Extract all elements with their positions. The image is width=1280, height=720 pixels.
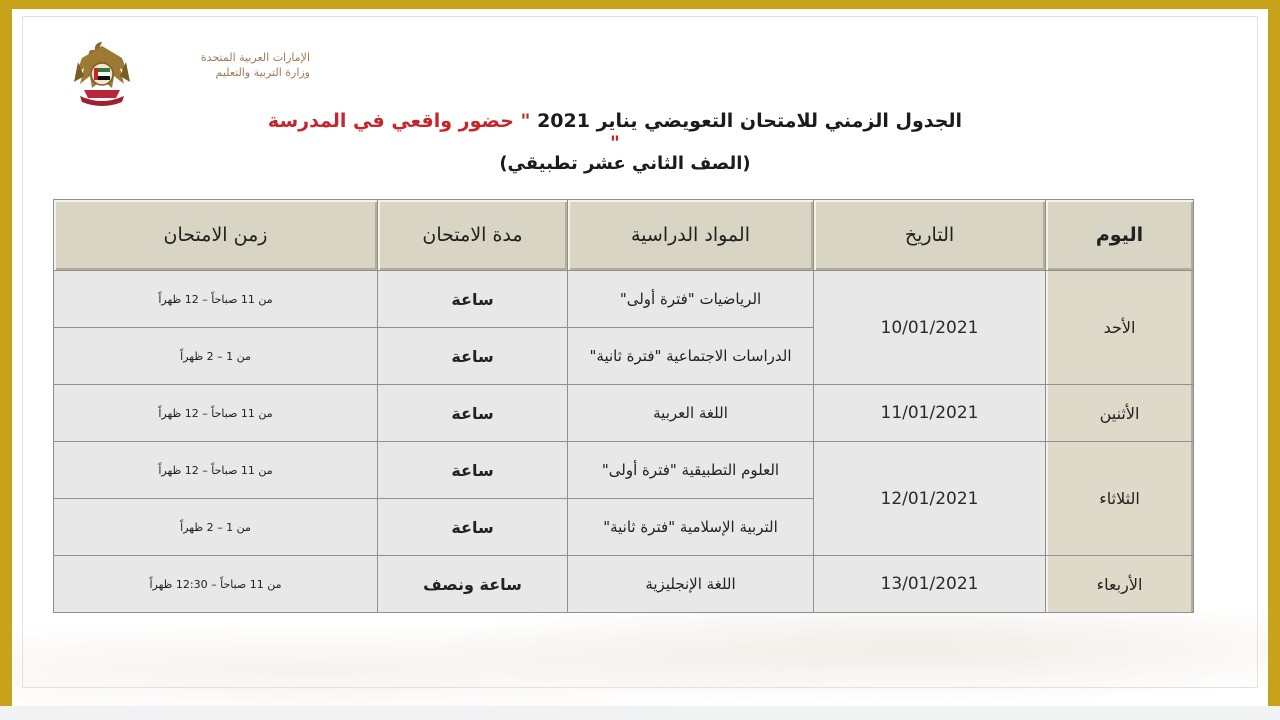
time-cell: من 11 صباحاً – 12 ظهراً	[54, 385, 378, 442]
header-date: التاريخ	[814, 200, 1046, 271]
day-cell: الأربعاء	[1046, 556, 1194, 613]
bottom-band	[0, 706, 1280, 720]
uae-emblem-logo	[70, 38, 134, 108]
ministry-name	[140, 50, 310, 80]
date-cell: 10/01/2021	[814, 271, 1046, 385]
page-subtitle: (الصف الثاني عشر تطبيقي)	[499, 153, 751, 174]
time-cell: من 1 – 2 ظهراً	[54, 499, 378, 556]
day-cell: الأحد	[1046, 271, 1194, 385]
exam-schedule-table	[53, 199, 1194, 613]
subject-cell: اللغة العربية	[568, 385, 814, 442]
header-time: زمن الامتحان	[54, 200, 378, 271]
duration-cell: ساعة	[378, 499, 568, 556]
header-day: اليوم	[1046, 200, 1194, 271]
ministry-line-2: وزارة التربية والتعليم	[215, 66, 310, 79]
time-cell: من 11 صباحاً – 12 ظهراً	[54, 442, 378, 499]
header-subjects: المواد الدراسية	[568, 200, 814, 271]
header-duration: مدة الامتحان	[378, 200, 568, 271]
date-cell: 12/01/2021	[814, 442, 1046, 556]
title-highlight: " حضور واقعي في المدرسة "	[267, 110, 620, 154]
page-title	[260, 110, 970, 154]
day-cell: الأثنين	[1046, 385, 1194, 442]
duration-cell: ساعة	[378, 385, 568, 442]
subject-cell: التربية الإسلامية "فترة ثانية"	[568, 499, 814, 556]
table-row	[54, 271, 1194, 328]
date-cell: 11/01/2021	[814, 385, 1046, 442]
subject-cell: اللغة الإنجليزية	[568, 556, 814, 613]
duration-cell: ساعة ونصف	[378, 556, 568, 613]
duration-cell: ساعة	[378, 442, 568, 499]
subject-cell: العلوم التطبيقية "فترة أولى"	[568, 442, 814, 499]
table-header-row	[54, 200, 1194, 271]
time-cell: من 11 صباحاً – 12:30 ظهراً	[54, 556, 378, 613]
time-cell: من 11 صباحاً – 12 ظهراً	[54, 271, 378, 328]
time-cell: من 1 – 2 ظهراً	[54, 328, 378, 385]
duration-cell: ساعة	[378, 328, 568, 385]
subject-cell: الدراسات الاجتماعية "فترة ثانية"	[568, 328, 814, 385]
date-cell: 13/01/2021	[814, 556, 1046, 613]
day-cell: الثلاثاء	[1046, 442, 1194, 556]
subject-cell: الرياضيات "فترة أولى"	[568, 271, 814, 328]
title-main: الجدول الزمني للامتحان التعويضي يناير 2021	[530, 110, 963, 132]
duration-cell: ساعة	[378, 271, 568, 328]
ministry-line-1: الإمارات العربية المتحدة	[200, 51, 310, 64]
table-row	[54, 442, 1194, 499]
table-row	[54, 385, 1194, 442]
table-row	[54, 556, 1194, 613]
